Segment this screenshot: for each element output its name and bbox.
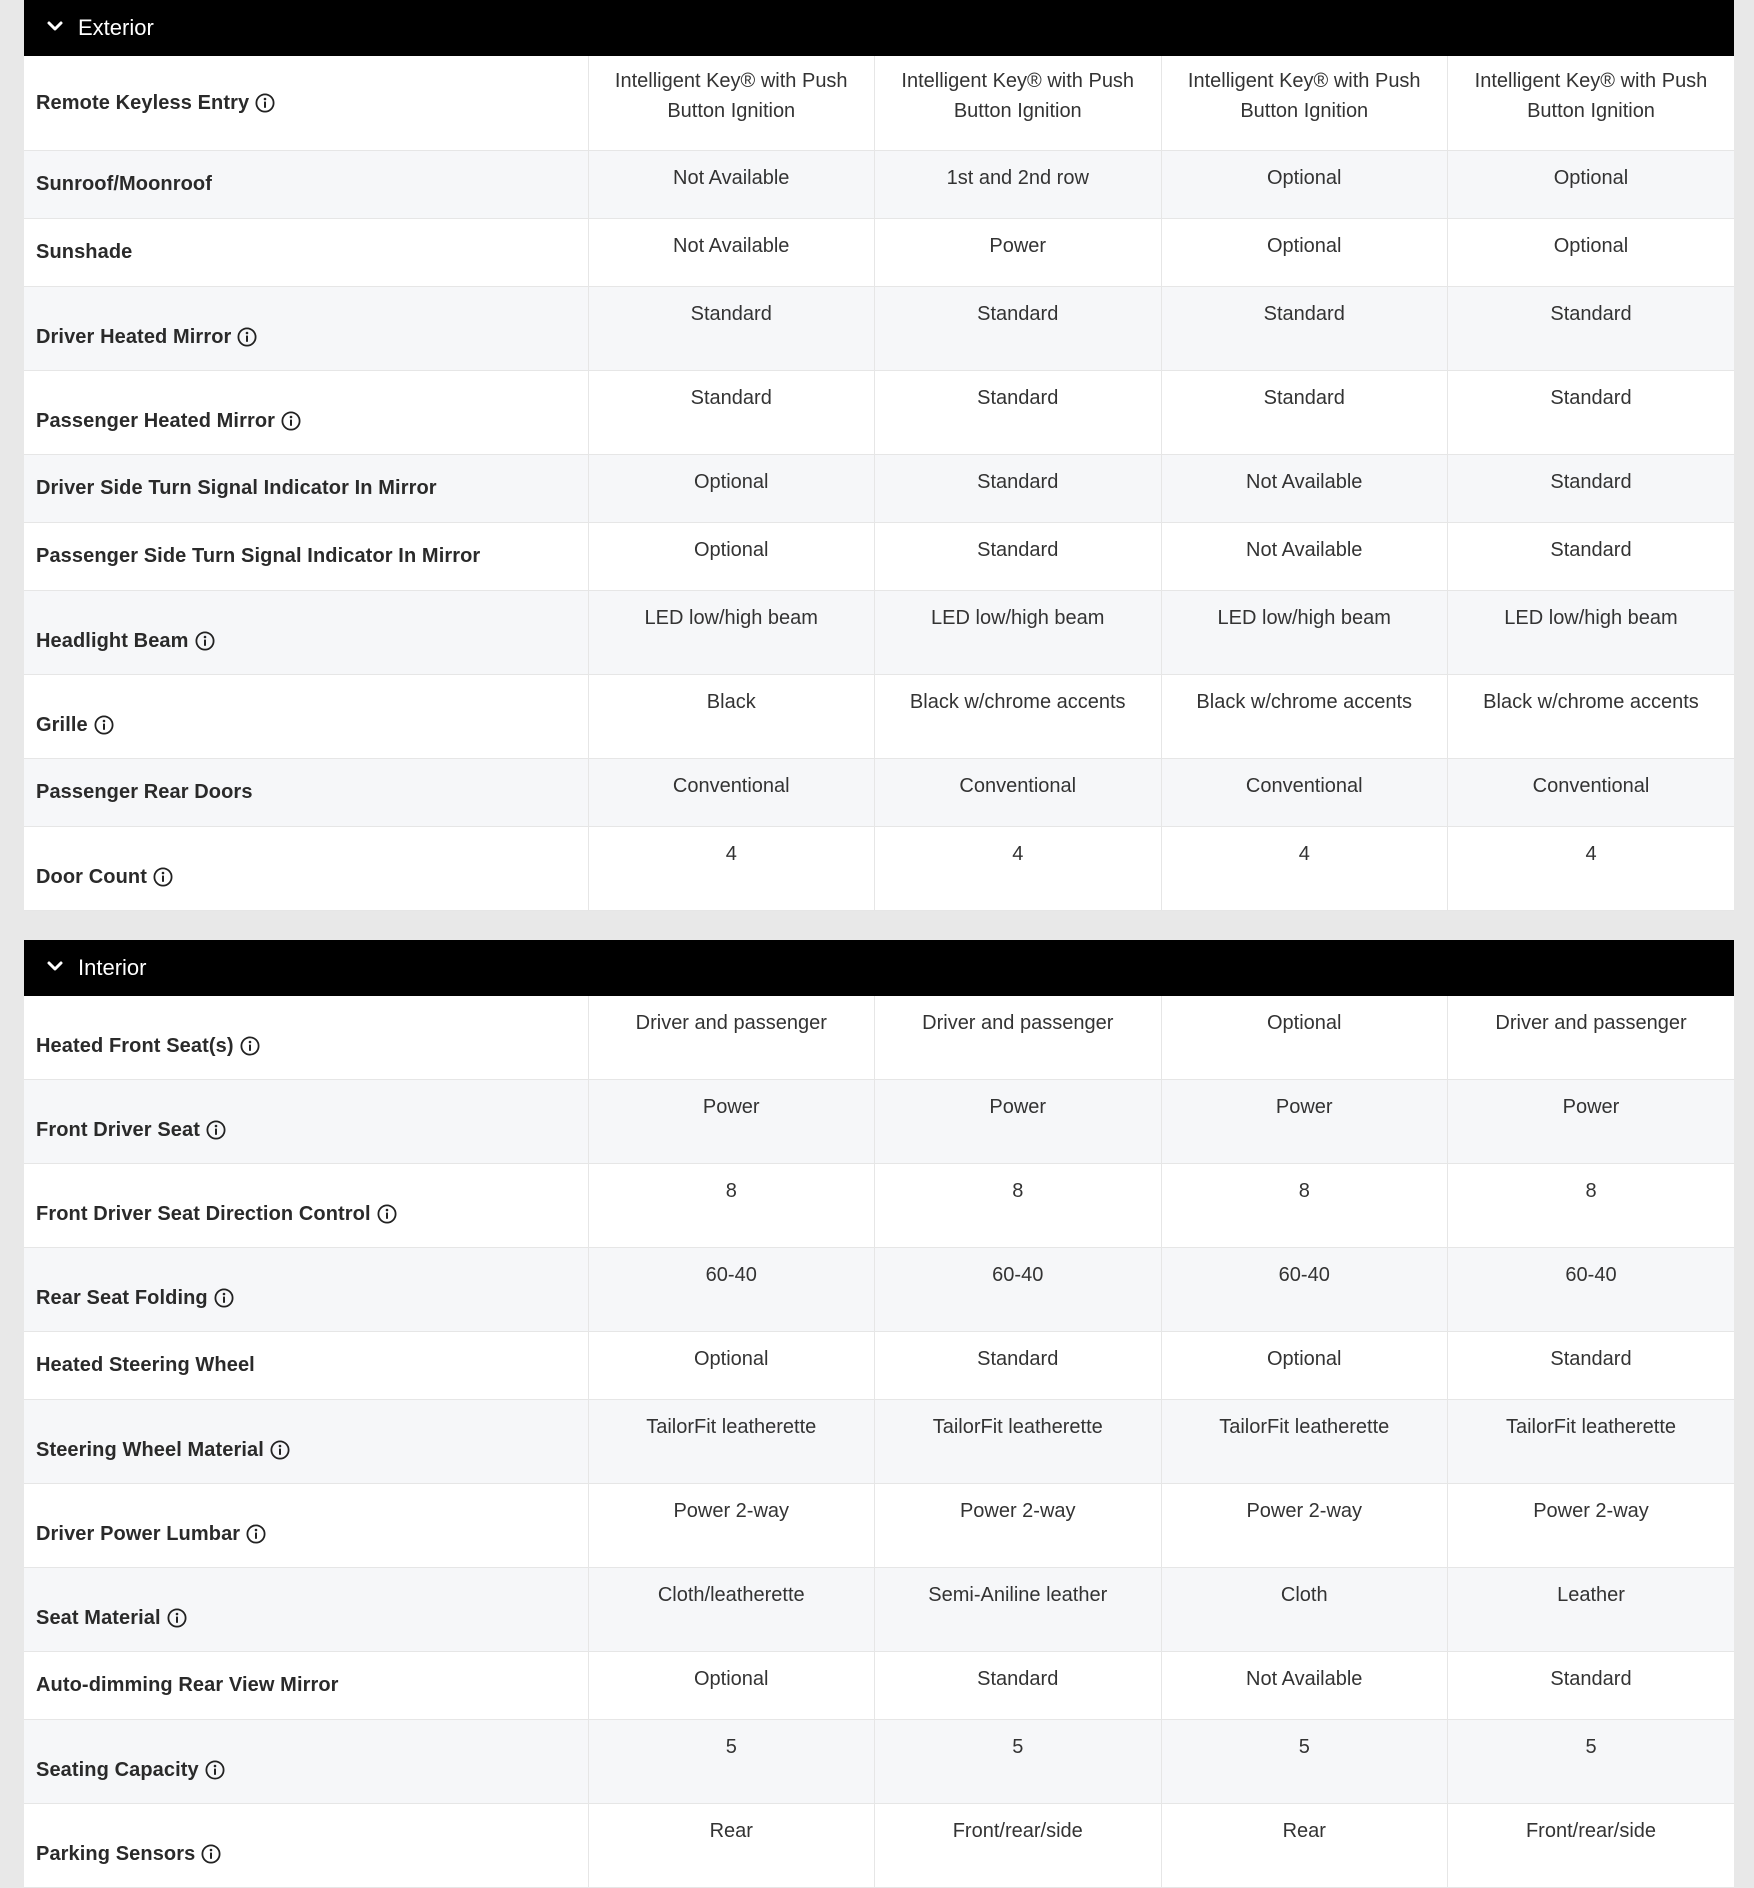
value-cell: Driver and passenger: [1448, 996, 1735, 1080]
value-cell: Not Available: [588, 151, 875, 219]
value-cell: Conventional: [1448, 759, 1735, 827]
table-row: [24, 1400, 1734, 1484]
spec-table-interior: [24, 996, 1734, 1888]
info-icon[interactable]: [270, 1440, 290, 1460]
table-row: [24, 1568, 1734, 1652]
feature-cell: [24, 1248, 588, 1332]
table-row: [24, 1164, 1734, 1248]
table-row: [24, 219, 1734, 287]
value-cell: Standard: [588, 371, 875, 455]
value-cell: Power: [875, 1080, 1162, 1164]
value-cell: 1st and 2nd row: [875, 151, 1162, 219]
feature-cell: [24, 56, 588, 151]
value-cell: Optional: [1161, 151, 1448, 219]
value-cell: Optional: [1448, 219, 1735, 287]
value-cell: Driver and passenger: [875, 996, 1162, 1080]
feature-label: Rear Seat Folding: [36, 1287, 208, 1309]
value-cell: Optional: [1161, 219, 1448, 287]
value-cell: Rear: [1161, 1804, 1448, 1888]
value-cell: Cloth: [1161, 1568, 1448, 1652]
info-icon[interactable]: [94, 715, 114, 735]
value-cell: Power 2-way: [1161, 1484, 1448, 1568]
info-icon[interactable]: [255, 93, 275, 113]
value-cell: Standard: [1448, 1652, 1735, 1720]
feature-cell: [24, 759, 588, 827]
value-cell: Conventional: [588, 759, 875, 827]
value-cell: Front/rear/side: [1448, 1804, 1735, 1888]
feature-cell: [24, 1484, 588, 1568]
value-cell: Standard: [875, 287, 1162, 371]
info-icon[interactable]: [206, 1120, 226, 1140]
value-cell: 60-40: [1448, 1248, 1735, 1332]
value-cell: Optional: [1448, 151, 1735, 219]
value-cell: Not Available: [1161, 1652, 1448, 1720]
feature-cell: [24, 996, 588, 1080]
chevron-down-icon: [46, 17, 64, 35]
value-cell: Rear: [588, 1804, 875, 1888]
section-interior: [24, 940, 1734, 1888]
feature-cell: [24, 1804, 588, 1888]
table-row: [24, 1484, 1734, 1568]
table-row: [24, 1080, 1734, 1164]
value-cell: 4: [875, 827, 1162, 911]
feature-label: Driver Power Lumbar: [36, 1523, 241, 1545]
value-cell: Standard: [588, 287, 875, 371]
section-header-interior[interactable]: [24, 940, 1734, 996]
value-cell: Optional: [588, 523, 875, 591]
value-cell: Optional: [1161, 1332, 1448, 1400]
feature-cell: [24, 151, 588, 219]
table-row: [24, 996, 1734, 1080]
value-cell: Conventional: [1161, 759, 1448, 827]
info-icon[interactable]: [240, 1036, 260, 1056]
info-icon[interactable]: [205, 1760, 225, 1780]
value-cell: Standard: [1161, 287, 1448, 371]
feature-label: Seating Capacity: [36, 1759, 199, 1781]
feature-label: Auto-dimming Rear View Mirror: [36, 1674, 339, 1696]
value-cell: 60-40: [1161, 1248, 1448, 1332]
info-icon[interactable]: [195, 631, 215, 651]
feature-cell: [24, 1652, 588, 1720]
value-cell: Power: [1161, 1080, 1448, 1164]
section-exterior: [24, 0, 1734, 911]
table-row: [24, 371, 1734, 455]
value-cell: Standard: [875, 1332, 1162, 1400]
value-cell: 8: [588, 1164, 875, 1248]
table-row: [24, 1720, 1734, 1804]
value-cell: 8: [1448, 1164, 1735, 1248]
value-cell: Conventional: [875, 759, 1162, 827]
value-cell: Power 2-way: [1448, 1484, 1735, 1568]
value-cell: Optional: [588, 1332, 875, 1400]
value-cell: Standard: [1448, 1332, 1735, 1400]
feature-cell: [24, 675, 588, 759]
spec-comparison: [24, 0, 1734, 1888]
value-cell: LED low/high beam: [1161, 591, 1448, 675]
value-cell: Not Available: [588, 219, 875, 287]
value-cell: Power: [1448, 1080, 1735, 1164]
value-cell: 5: [1161, 1720, 1448, 1804]
chevron-down-icon: [46, 957, 64, 975]
value-cell: TailorFit leatherette: [1161, 1400, 1448, 1484]
spec-table-exterior: [24, 56, 1734, 911]
value-cell: 8: [875, 1164, 1162, 1248]
feature-cell: [24, 287, 588, 371]
value-cell: Optional: [588, 455, 875, 523]
table-row: [24, 1332, 1734, 1400]
info-icon[interactable]: [153, 867, 173, 887]
value-cell: Intelligent Key® with Push Button Ignition: [1448, 56, 1735, 151]
feature-label: Heated Front Seat(s): [36, 1035, 234, 1057]
feature-label: Passenger Heated Mirror: [36, 410, 276, 432]
value-cell: Standard: [1448, 455, 1735, 523]
value-cell: Intelligent Key® with Push Button Ignition: [1161, 56, 1448, 151]
feature-label: Front Driver Seat Direction Control: [36, 1203, 371, 1225]
value-cell: 4: [1161, 827, 1448, 911]
value-cell: 5: [1448, 1720, 1735, 1804]
value-cell: Standard: [1448, 287, 1735, 371]
value-cell: 4: [1448, 827, 1735, 911]
feature-cell: [24, 1164, 588, 1248]
feature-cell: [24, 591, 588, 675]
feature-label: Door Count: [36, 866, 147, 888]
table-row: [24, 455, 1734, 523]
feature-cell: [24, 1080, 588, 1164]
feature-label: Steering Wheel Material: [36, 1439, 264, 1461]
table-row: [24, 523, 1734, 591]
value-cell: TailorFit leatherette: [875, 1400, 1162, 1484]
value-cell: Standard: [1448, 371, 1735, 455]
section-title: Exterior: [78, 15, 154, 40]
feature-cell: [24, 219, 588, 287]
feature-label: Seat Material: [36, 1607, 161, 1629]
section-header-exterior[interactable]: [24, 0, 1734, 56]
value-cell: 5: [588, 1720, 875, 1804]
table-row: [24, 1652, 1734, 1720]
value-cell: Leather: [1448, 1568, 1735, 1652]
feature-label: Driver Side Turn Signal Indicator In Mirror: [36, 477, 437, 499]
feature-cell: [24, 523, 588, 591]
feature-label: Headlight Beam: [36, 630, 189, 652]
value-cell: Black w/chrome accents: [875, 675, 1162, 759]
value-cell: Power 2-way: [588, 1484, 875, 1568]
value-cell: Front/rear/side: [875, 1804, 1162, 1888]
feature-label: Sunshade: [36, 241, 133, 263]
value-cell: Optional: [1161, 996, 1448, 1080]
table-row: [24, 759, 1734, 827]
table-row: [24, 287, 1734, 371]
value-cell: Intelligent Key® with Push Button Ignition: [588, 56, 875, 151]
value-cell: 5: [875, 1720, 1162, 1804]
feature-label: Front Driver Seat: [36, 1119, 200, 1141]
value-cell: TailorFit leatherette: [588, 1400, 875, 1484]
feature-cell: [24, 455, 588, 523]
value-cell: 60-40: [588, 1248, 875, 1332]
feature-cell: [24, 827, 588, 911]
value-cell: 8: [1161, 1164, 1448, 1248]
section-title: Interior: [78, 955, 147, 980]
info-icon[interactable]: [201, 1844, 221, 1864]
value-cell: Black: [588, 675, 875, 759]
table-row: [24, 56, 1734, 151]
feature-label: Heated Steering Wheel: [36, 1354, 255, 1376]
info-icon[interactable]: [377, 1204, 397, 1224]
info-icon[interactable]: [237, 327, 257, 347]
value-cell: Power 2-way: [875, 1484, 1162, 1568]
value-cell: Standard: [875, 1652, 1162, 1720]
value-cell: TailorFit leatherette: [1448, 1400, 1735, 1484]
table-row: [24, 1804, 1734, 1888]
value-cell: Black w/chrome accents: [1448, 675, 1735, 759]
value-cell: Standard: [875, 371, 1162, 455]
value-cell: LED low/high beam: [875, 591, 1162, 675]
table-row: [24, 827, 1734, 911]
feature-label: Passenger Rear Doors: [36, 781, 253, 803]
value-cell: Power: [588, 1080, 875, 1164]
info-icon[interactable]: [167, 1608, 187, 1628]
feature-cell: [24, 1332, 588, 1400]
table-row: [24, 151, 1734, 219]
value-cell: Driver and passenger: [588, 996, 875, 1080]
value-cell: Not Available: [1161, 523, 1448, 591]
feature-label: Driver Heated Mirror: [36, 326, 232, 348]
feature-cell: [24, 1400, 588, 1484]
value-cell: Semi-Aniline leather: [875, 1568, 1162, 1652]
info-icon[interactable]: [246, 1524, 266, 1544]
feature-label: Parking Sensors: [36, 1843, 196, 1865]
value-cell: Standard: [1161, 371, 1448, 455]
feature-label: Grille: [36, 714, 88, 736]
value-cell: Not Available: [1161, 455, 1448, 523]
feature-cell: [24, 371, 588, 455]
value-cell: Optional: [588, 1652, 875, 1720]
value-cell: 60-40: [875, 1248, 1162, 1332]
value-cell: 4: [588, 827, 875, 911]
info-icon[interactable]: [281, 411, 301, 431]
info-icon[interactable]: [214, 1288, 234, 1308]
table-row: [24, 1248, 1734, 1332]
value-cell: Cloth/leatherette: [588, 1568, 875, 1652]
value-cell: Black w/chrome accents: [1161, 675, 1448, 759]
feature-cell: [24, 1568, 588, 1652]
value-cell: Standard: [875, 455, 1162, 523]
value-cell: Standard: [875, 523, 1162, 591]
feature-cell: [24, 1720, 588, 1804]
value-cell: LED low/high beam: [588, 591, 875, 675]
table-row: [24, 591, 1734, 675]
value-cell: Intelligent Key® with Push Button Ignition: [875, 56, 1162, 151]
value-cell: Power: [875, 219, 1162, 287]
value-cell: Standard: [1448, 523, 1735, 591]
table-row: [24, 675, 1734, 759]
value-cell: LED low/high beam: [1448, 591, 1735, 675]
feature-label: Remote Keyless Entry: [36, 91, 250, 114]
feature-label: Passenger Side Turn Signal Indicator In Mirror: [36, 545, 481, 567]
feature-label: Sunroof/Moonroof: [36, 173, 212, 195]
